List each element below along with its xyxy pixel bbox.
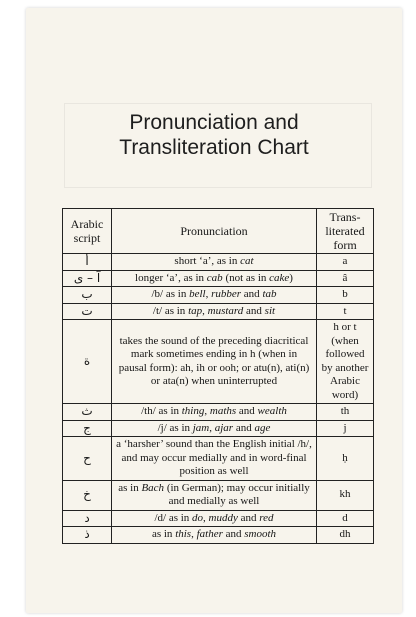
pronunciation-cell: longer ‘a’, as in cab (not as in cake) — [112, 270, 317, 287]
pronunciation-cell: /th/ as in thing, maths and wealth — [112, 404, 317, 421]
arabic-letter-cell: خ — [63, 480, 112, 510]
table-row — [63, 270, 374, 287]
example-word: tap — [188, 304, 203, 317]
table-row — [63, 303, 374, 320]
arabic-letter-cell: ب — [63, 287, 112, 304]
transliteration-cell: d — [317, 510, 374, 527]
example-word: Bach — [141, 481, 165, 494]
arabic-letter-cell: ح — [63, 437, 112, 481]
transliteration-cell: ḥ — [317, 437, 374, 481]
table-row — [63, 287, 374, 304]
example-word: cake — [269, 271, 290, 284]
table-row — [63, 404, 374, 421]
transliteration-cell: dh — [317, 527, 374, 544]
pronunciation-cell: a ‘harsher’ sound than the English initial /h/, and may occur medially and in word-final position as well — [112, 437, 317, 481]
example-word: cat — [240, 255, 254, 267]
example-word: thing — [181, 405, 205, 417]
header-arabic-script: Arabic script — [63, 209, 112, 254]
title-line-1: Pronunciation and — [129, 111, 299, 134]
header-transliterated-form: Trans-literated form — [317, 209, 374, 254]
arabic-letter-cell: ث — [63, 404, 112, 421]
example-word: wealth — [257, 405, 287, 417]
page-title — [26, 110, 402, 160]
example-word: age — [254, 421, 271, 434]
transliteration-cell: â — [317, 270, 374, 287]
table-row — [63, 320, 374, 404]
table-row — [63, 510, 374, 527]
example-word: tab — [262, 288, 277, 300]
arabic-letter-cell: آ – ى — [63, 270, 112, 287]
book-page — [26, 8, 402, 613]
arabic-letter-cell: ج — [63, 420, 112, 437]
arabic-letter-cell: د — [63, 510, 112, 527]
example-word: smooth — [244, 528, 277, 540]
example-word: rubber — [211, 288, 242, 300]
table-row — [63, 480, 374, 510]
transliteration-cell: b — [317, 287, 374, 304]
pronunciation-cell: /t/ as in tap, mustard and sit — [112, 303, 317, 320]
pronunciation-cell: as in this, father and smooth — [112, 527, 317, 544]
example-word: this — [175, 528, 192, 540]
pronunciation-cell: short ‘a’, as in cat — [112, 254, 317, 271]
example-word: jam — [192, 421, 210, 434]
table-row — [63, 254, 374, 271]
pronunciation-cell: /j/ as in jam, ajar and age — [112, 420, 317, 437]
example-word: cab — [206, 271, 223, 284]
example-word: do — [192, 511, 204, 524]
title-line-2: Transliteration Chart — [119, 136, 309, 159]
arabic-letter-cell: ذ — [63, 527, 112, 544]
transliteration-cell: a — [317, 254, 374, 271]
example-word: bell — [189, 288, 206, 300]
header-pronunciation: Pronunciation — [112, 209, 317, 254]
pronunciation-cell: /d/ as in do, muddy and red — [112, 510, 317, 527]
pronunciation-cell: /b/ as in bell, rubber and tab — [112, 287, 317, 304]
transliteration-cell: kh — [317, 480, 374, 510]
chart-body — [63, 254, 374, 544]
pronunciation-cell: takes the sound of the preceding diacritical mark sometimes ending in h (when in pausal form): ah, ih or ooh; or atu(n), ati(n) or ata(n) when uninterrupted — [112, 320, 317, 404]
arabic-letter-cell: أ — [63, 254, 112, 271]
example-word: sit — [264, 304, 276, 317]
arabic-letter-cell: ة — [63, 320, 112, 404]
table-row — [63, 437, 374, 481]
transliteration-cell: h or t (when followed by another Arabic word) — [317, 320, 374, 404]
transliteration-cell: th — [317, 404, 374, 421]
pronunciation-cell: as in Bach (in German); may occur initially and medially as well — [112, 480, 317, 510]
transliteration-chart — [62, 208, 374, 544]
table-row — [63, 420, 374, 437]
table-row — [63, 527, 374, 544]
arabic-letter-cell: ت — [63, 303, 112, 320]
header-row — [63, 209, 374, 254]
example-word: ajar — [214, 421, 234, 434]
transliteration-cell: j — [317, 420, 374, 437]
example-word: mustard — [207, 304, 244, 317]
transliteration-cell: t — [317, 303, 374, 320]
example-word: red — [259, 511, 274, 524]
example-word: muddy — [208, 511, 238, 524]
example-word: maths — [209, 405, 237, 417]
example-word: father — [196, 528, 223, 540]
